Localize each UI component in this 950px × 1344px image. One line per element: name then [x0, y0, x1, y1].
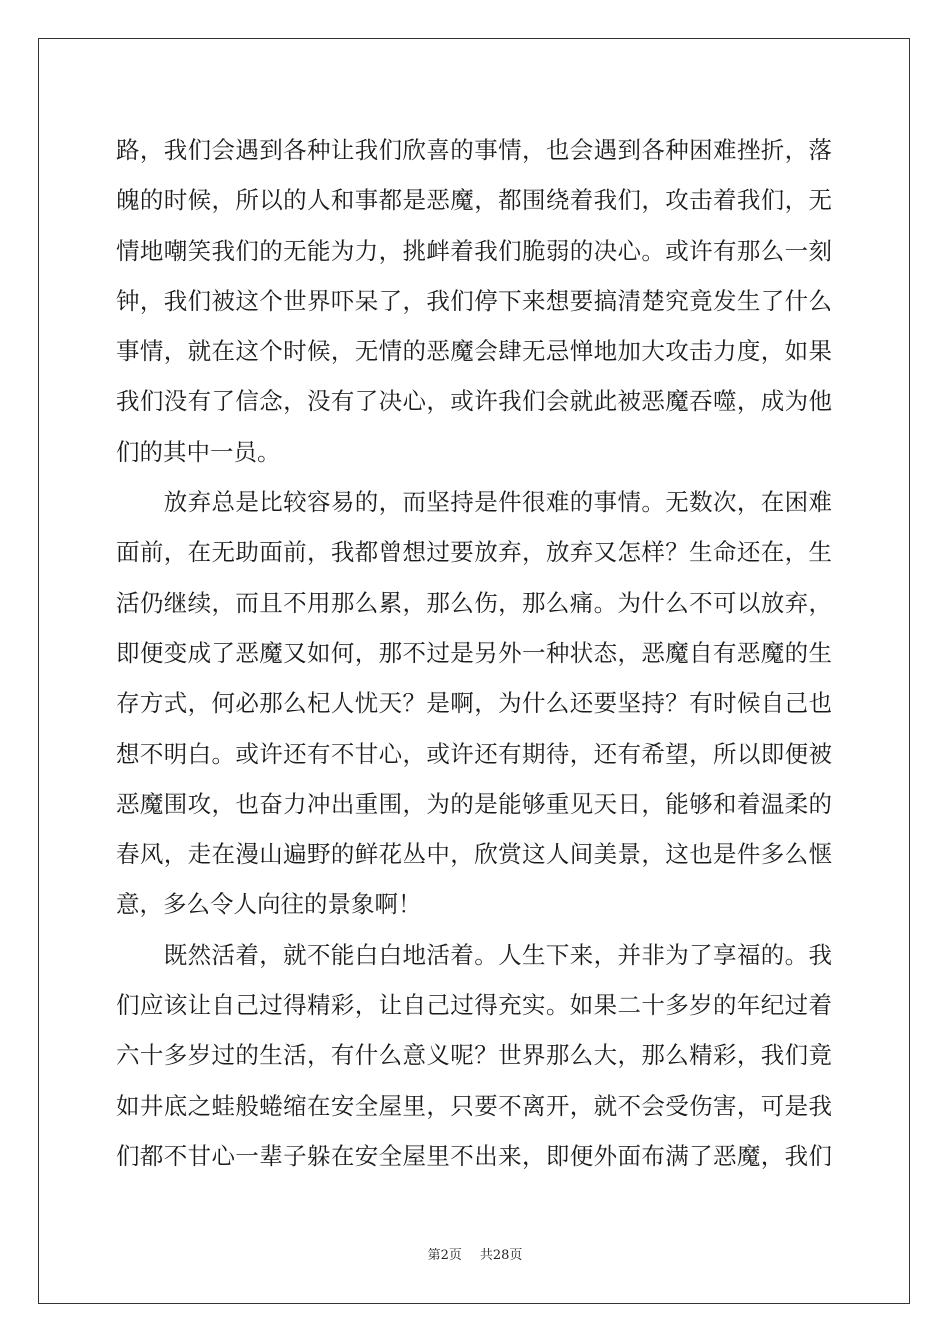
text-line: 路，我们会遇到各种让我们欣喜的事情，也会遇到各种困难挫折，落	[116, 136, 832, 164]
text-line: 春风，走在漫山遍野的鲜花丛中，欣赏这人间美景，这也是件多么惬	[116, 840, 832, 869]
text-line: 意，多么令人向往的景象啊！	[116, 890, 422, 919]
text-line: 存方式，何必那么杞人忧天？是啊，为什么还要坚持？有时候自己也	[116, 689, 832, 718]
text-line: 想不明白。或许还有不甘心，或许还有期待，还有希望，所以即便被	[116, 739, 832, 768]
page-number: 第2页	[427, 1248, 462, 1263]
text-line: 魄的时候，所以的人和事都是恶魔，都围绕着我们，攻击着我们，无	[116, 186, 832, 215]
text-line: 六十多岁过的生活，有什么意义呢？世界那么大，那么精彩，我们竟	[116, 1041, 832, 1070]
text-line: 们应该让自己过得精彩，让自己过得充实。如果二十多岁的年纪过着	[116, 991, 832, 1020]
text-line: 如井底之蛙般蜷缩在安全屋里，只要不离开，就不会受伤害，可是我	[116, 1091, 832, 1120]
text-line: 恶魔围攻，也奋力冲出重围，为的是能够重见天日，能够和着温柔的	[116, 789, 832, 818]
text-line: 事情，就在这个时候，无情的恶魔会肆无忌惮地加大攻击力度，如果	[116, 337, 832, 366]
text-line: 我们没有了信念，没有了决心，或许我们会就此被恶魔吞噬，成为他	[116, 387, 832, 416]
text-line: 既然活着，就不能白白地活着。人生下来，并非为了享福的。我	[116, 940, 832, 969]
text-line: 即便变成了恶魔又如何，那不过是另外一种状态，恶魔自有恶魔的生	[116, 638, 832, 667]
body-text	[116, 125, 832, 1181]
text-line: 钟，我们被这个世界吓呆了，我们停下来想要搞清楚究竟发生了什么	[116, 286, 832, 315]
page-total: 共28页	[479, 1248, 523, 1263]
text-line: 放弃总是比较容易的，而坚持是件很难的事情。无数次，在困难	[116, 488, 832, 517]
text-line: 们都不甘心一辈子躲在安全屋里不出来，即便外面布满了恶魔，我们	[116, 1141, 832, 1170]
text-line: 面前，在无助面前，我都曾想过要放弃，放弃又怎样？生命还在，生	[116, 538, 832, 567]
page-footer	[0, 1244, 950, 1263]
text-line: 情地嘲笑我们的无能为力，挑衅着我们脆弱的决心。或许有那么一刻	[116, 236, 832, 265]
text-line: 活仍继续，而且不用那么累，那么伤，那么痛。为什么不可以放弃，	[116, 588, 832, 617]
text-line: 们的其中一员。	[116, 437, 281, 466]
